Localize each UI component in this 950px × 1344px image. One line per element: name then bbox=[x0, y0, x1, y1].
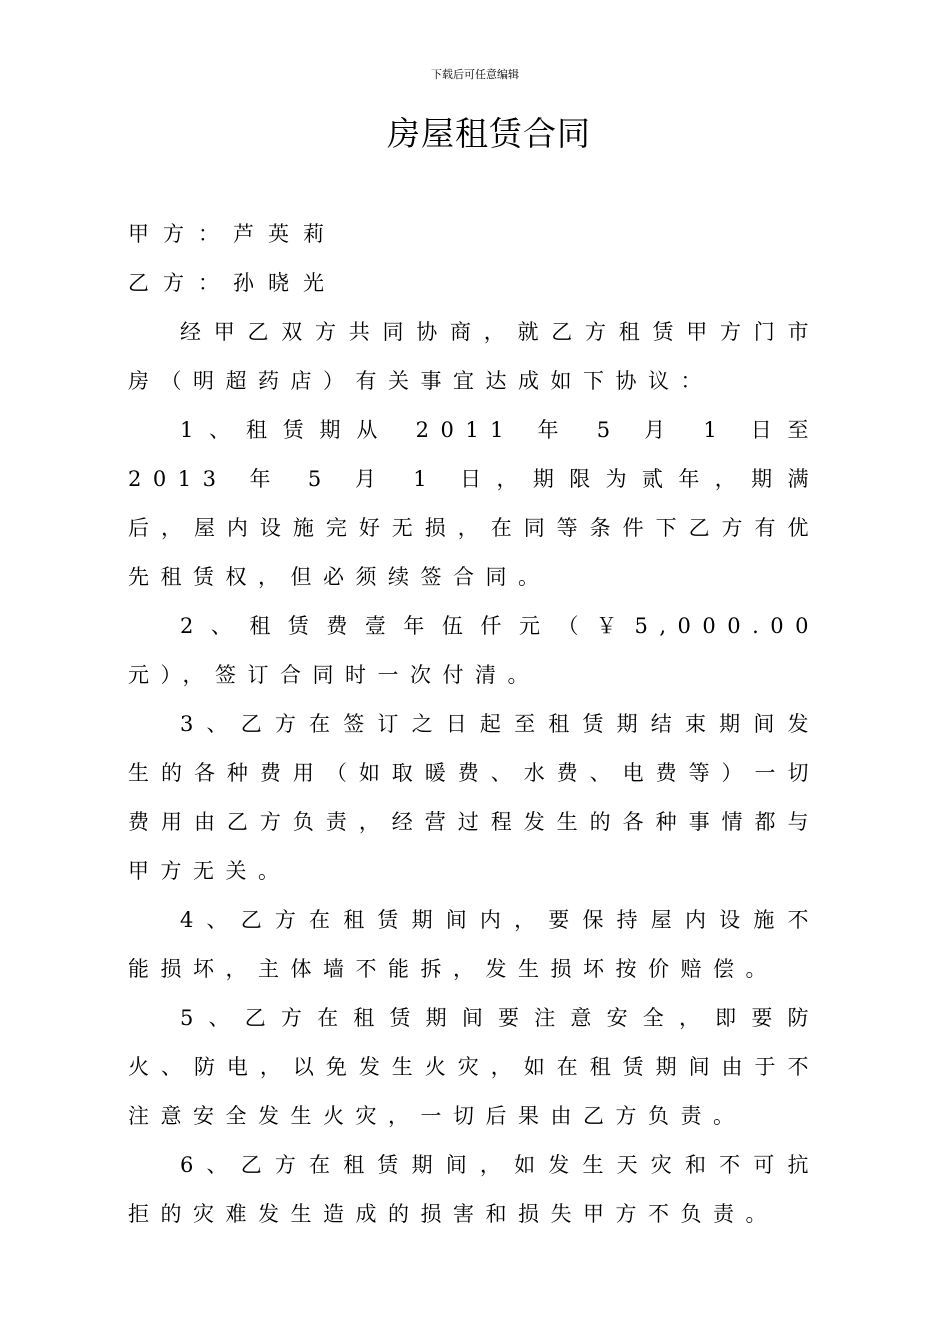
header-note: 下载后可任意编辑 bbox=[431, 68, 519, 81]
party-b-line: 乙方：孙晓光 bbox=[128, 271, 338, 295]
clause-2: 2、租赁费壹年伍仟元（￥5,000.00 元），签订合同时一次付清。 bbox=[128, 614, 820, 687]
document-title: 房屋租赁合同 bbox=[387, 114, 591, 153]
preamble-paragraph: 经甲乙双方共同协商，就乙方租赁甲方门市房（明超药店）有关事宜达成如下协议： bbox=[128, 320, 820, 393]
clause-6: 6、乙方在租赁期间，如发生天灾和不可抗拒的灾难发生造成的损害和损失甲方不负责。 bbox=[128, 1153, 820, 1226]
document-body bbox=[128, 210, 820, 1239]
party-a-line: 甲方：芦英莉 bbox=[128, 222, 338, 246]
clause-4: 4、乙方在租赁期间内，要保持屋内设施不能损坏，主体墙不能拆，发生损坏按价赔偿。 bbox=[128, 908, 820, 981]
clause-3: 3、乙方在签订之日起至租赁期结束期间发生的各种费用（如取暖费、水费、电费等）一切费用由乙方负责，经营过程发生的各种事情都与甲方无关。 bbox=[128, 712, 820, 883]
clause-1: 1、租赁期从 2011 年 5 月 1 日至 2013 年 5 月 1 日，期限为贰年，期满后，屋内设施完好无损，在同等条件下乙方有优先租赁权，但必须续签合同。 bbox=[128, 418, 820, 589]
clause-5: 5、乙方在租赁期间要注意安全，即要防火、防电，以免发生火灾，如在租赁期间由于不注意安全发生火灾，一切后果由乙方负责。 bbox=[128, 1006, 820, 1128]
